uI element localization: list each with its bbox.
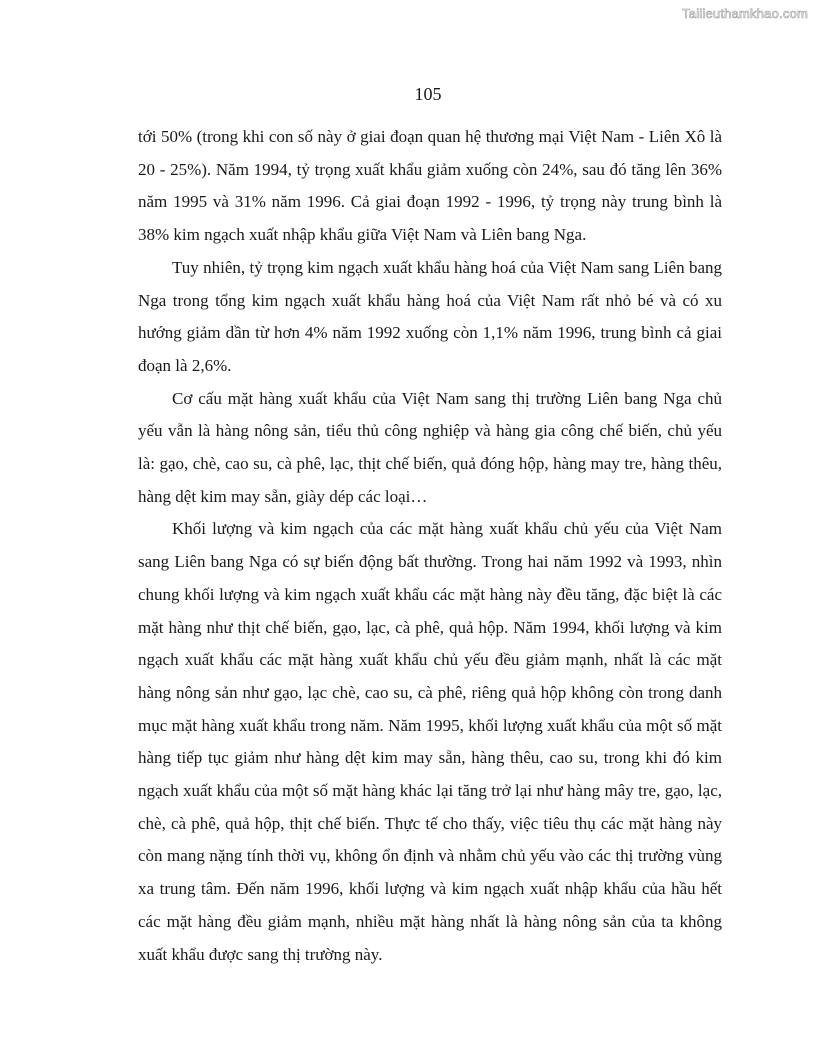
paragraph-export-structure: Cơ cấu mặt hàng xuất khẩu của Việt Nam sang thị trường Liên bang Nga chủ yếu vẫn là hàng nông sản, tiểu thủ công nghiệp và hàng gia công chế biến, chủ yếu là: gạo, chè, cao su, cà phê, lạc, thịt chế biến, quả đóng hộp, hàng may tre, hàng thêu, hàng dệt kim may sẵn, giày dép các loại… bbox=[138, 388, 722, 506]
paragraph-continuation: tới 50% (trong khi con số này ở giai đoạn quan hệ thương mại Việt Nam - Liên Xô là 20 - 25%). Năm 1994, tỷ trọng xuất khẩu giảm xuống còn 24%, sau đó tăng lên 36% năm 1995 và 31% năm 1996. Cả giai đoạn 1992 - 1996, tỷ trọng này trung bình là 38% kim ngạch xuất nhập khẩu giữa Việt Nam và Liên bang Nga. bbox=[138, 127, 722, 245]
page-number: 105 bbox=[414, 84, 442, 104]
paragraph-export-volume: Khối lượng và kim ngạch của các mặt hàng xuất khẩu chủ yếu của Việt Nam sang Liên bang Nga có sự biến động bất thường. Trong hai năm 1992 và 1993, nhìn chung khối lượng và kim ngạch xuất khẩu các mặt hàng này đều tăng, đặc biệt là các mặt hàng như thịt chế biến, gạo, lạc, cà phê, quả hộp. Năm 1994, khối lượng và kim ngạch xuất khẩu các mặt hàng xuất khẩu chủ yếu đều giảm mạnh, nhất là các mặt hàng nông sản như gạo, lạc chè, cao su, cà phê, riêng quả hộp không còn trong danh mục mặt hàng xuất khẩu trong năm. Năm 1995, khối lượng xuất khẩu của một số mặt hàng tiếp tục giảm như hàng dệt kim may sẵn, hàng thêu, cao su, trong khi đó kim ngạch xuất khẩu của một số mặt hàng khác lại tăng trở lại như hàng mây tre, gạo, lạc, chè, cà phê, quả hộp, thịt chế biến. Thực tế cho thấy, việc tiêu thụ các mặt hàng này còn mang nặng tính thời vụ, không ổn định và nhằm chủ yếu vào các thị trường vùng xa trung tâm. Đến năm 1996, khối lượng và kim ngạch xuất nhập khẩu của hầu hết các mặt hàng đều giảm mạnh, nhiều mặt hàng nhất là hàng nông sản của ta không xuất khẩu được sang thị trường này. bbox=[138, 519, 722, 964]
paragraph-export-share: Tuy nhiên, tỷ trọng kim ngạch xuất khẩu hàng hoá của Việt Nam sang Liên bang Nga trong tổng kim ngạch xuất khẩu hàng hoá của Việt Nam rất nhỏ bé và có xu hướng giảm dần từ hơn 4% năm 1992 xuống còn 1,1% năm 1996, trung bình cả giai đoạn là 2,6%. bbox=[138, 257, 722, 375]
document-body bbox=[138, 121, 722, 971]
site-watermark: Tailieuthamkhao.com bbox=[682, 6, 808, 21]
